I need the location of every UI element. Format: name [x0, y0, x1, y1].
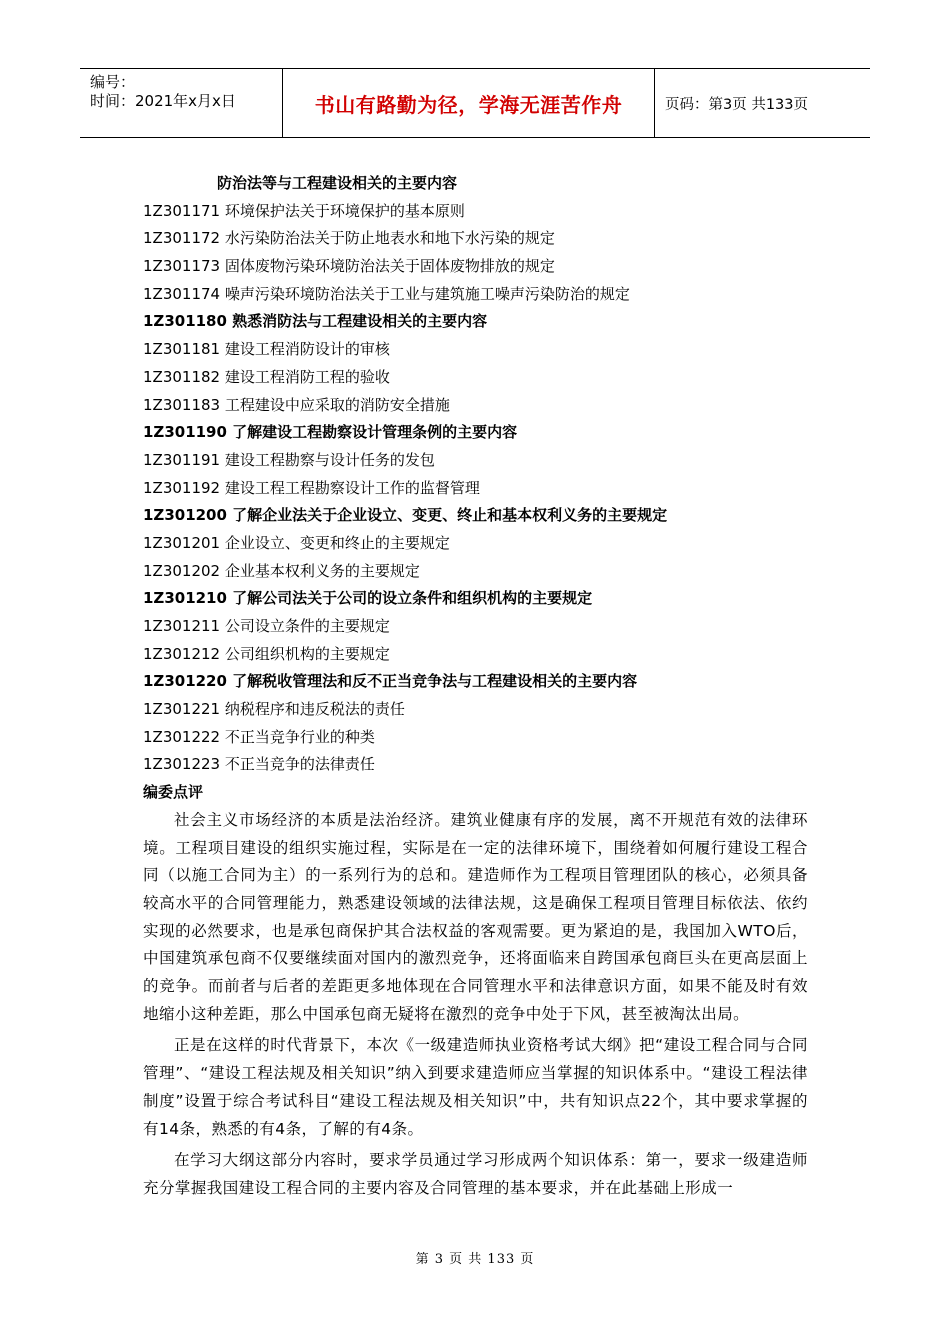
page-footer: 第 3 页 共 133 页 — [415, 1252, 535, 1267]
document-body — [143, 170, 808, 1207]
outline-heading: 1Z301180 熟悉消防法与工程建设相关的主要内容 — [143, 312, 488, 331]
comment-title: 编委点评 — [143, 783, 204, 802]
outline-heading: 1Z301200 了解企业法关于企业设立、变更、终止和基本权利义务的主要规定 — [143, 506, 668, 525]
outline-heading: 1Z301190 了解建设工程勘察设计管理条例的主要内容 — [143, 423, 518, 442]
outline-item: 1Z301202 企业基本权利义务的主要规定 — [143, 561, 420, 580]
outline-item: 1Z301222 不正当竞争行业的种类 — [143, 727, 375, 746]
header-meta-cell — [80, 69, 283, 137]
document-date: 时间：2021年x月x日 — [90, 92, 236, 110]
page-header — [80, 68, 870, 138]
motto: 书山有路勤为径，学海无涯苦作舟 — [314, 92, 623, 117]
outline-item: 1Z301173 固体废物污染环境防治法关于固体废物排放的规定 — [143, 257, 555, 276]
outline-item: 1Z301191 建设工程勘察与设计任务的发包 — [143, 450, 435, 469]
body-paragraph: 正是在这样的时代背景下，本次《一级建造师执业资格考试大纲》把“建设工程合同与合同管理”、“建设工程法规及相关知识”纳入到要求建造师应当掌握的知识体系中。“建设工程法律制度”设置于综合考试科目“建设工程法规及相关知识”中，共有知识点22个，其中要求掌握的有14条，熟悉的有4条，了解的有4条。 — [143, 1036, 808, 1138]
outline-item: 1Z301181 建设工程消防设计的审核 — [143, 340, 390, 359]
outline-item: 1Z301182 建设工程消防工程的验收 — [143, 367, 390, 386]
body-paragraph: 在学习大纲这部分内容时，要求学员通过学习形成两个知识体系：第一，要求一级建造师充分掌握我国建设工程合同的主要内容及合同管理的基本要求，并在此基础上形成一 — [143, 1151, 808, 1197]
outline-item: 1Z301192 建设工程工程勘察设计工作的监督管理 — [143, 478, 480, 497]
body-paragraph: 社会主义市场经济的本质是法治经济。建筑业健康有序的发展，离不开规范有效的法律环境。工程项目建设的组织实施过程，实际是在一定的法律环境下，围绕着如何履行建设工程合同（以施工合同为主）的一系列行为的总和。建造师作为工程项目管理团队的核心，必须具备较高水平的合同管理能力，熟悉建设领域的法律法规，这是确保工程项目管理目标依法、依约实现的必然要求，也是承包商保护其合法权益的客观需要。更为紧迫的是，我国加入WTO后，中国建筑承包商不仅要继续面对国内的激烈竞争，还将面临来自跨国承包商巨头在更高层面上的竞争。而前者与后者的差距更多地体现在合同管理水平和法律意识方面，如果不能及时有效地缩小这种差距，那么中国承包商无疑将在激烈的竞争中处于下风，甚至被淘汰出局。 — [143, 810, 808, 1023]
outline-item: 1Z301221 纳税程序和违反税法的责任 — [143, 700, 405, 719]
outline-item: 1Z301211 公司设立条件的主要规定 — [143, 617, 390, 635]
outline-item: 1Z301183 工程建设中应采取的消防安全措施 — [143, 395, 450, 414]
header-motto-cell — [283, 69, 655, 137]
outline-heading: 1Z301210 了解公司法关于公司的设立条件和组织机构的主要规定 — [143, 589, 593, 608]
outline-item: 1Z301212 公司组织机构的主要规定 — [143, 644, 390, 663]
outline-item: 1Z301174 噪声污染环境防治法关于工业与建筑施工噪声污染防治的规定 — [143, 284, 630, 303]
document-number: 编号： — [90, 73, 136, 91]
outline-item: 防治法等与工程建设相关的主要内容 — [217, 174, 458, 192]
outline-item: 1Z301223 不正当竞争的法律责任 — [143, 755, 375, 774]
outline-item: 1Z301172 水污染防治法关于防止地表水和地下水污染的规定 — [143, 229, 555, 248]
outline-item: 1Z301171 环境保护法关于环境保护的基本原则 — [143, 201, 465, 220]
outline-heading: 1Z301220 了解税收管理法和反不正当竞争法与工程建设相关的主要内容 — [143, 672, 638, 691]
outline-item: 1Z301201 企业设立、变更和终止的主要规定 — [143, 533, 450, 552]
page-code: 页码：第3页 共133页 — [665, 96, 809, 113]
header-page-cell — [655, 69, 870, 137]
